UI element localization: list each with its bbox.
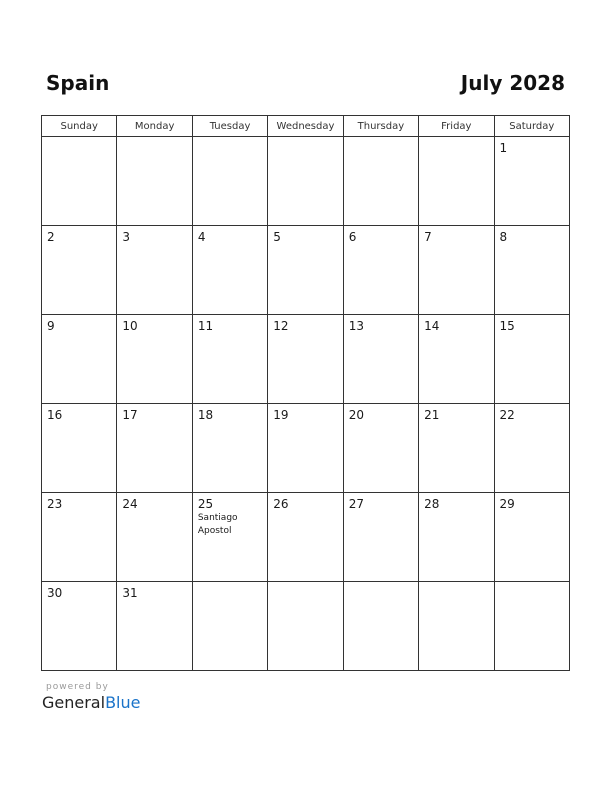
day-cell [117, 226, 192, 315]
day-cell [494, 315, 569, 404]
day-cell [268, 137, 343, 226]
day-number: 1 [499, 141, 508, 155]
day-number: 14 [424, 319, 440, 333]
day-number: 2 [47, 230, 55, 244]
day-cell [268, 493, 343, 582]
day-number: 12 [273, 319, 289, 333]
day-number: 16 [47, 408, 63, 422]
day-cell [419, 137, 494, 226]
day-cell [419, 404, 494, 493]
week-row [42, 226, 570, 315]
week-row [42, 404, 570, 493]
day-cell [42, 493, 117, 582]
powered-by-label: powered by [46, 682, 109, 692]
day-number: 17 [122, 408, 138, 422]
day-cell [42, 315, 117, 404]
day-cell [268, 315, 343, 404]
day-number: 7 [424, 230, 432, 244]
day-cell [192, 404, 267, 493]
weekday-header: Monday [117, 116, 192, 137]
day-number: 9 [47, 319, 55, 333]
day-cell [419, 315, 494, 404]
day-cell [268, 404, 343, 493]
weekday-header: Friday [419, 116, 494, 137]
day-cell [117, 137, 192, 226]
day-cell [42, 137, 117, 226]
day-number: 21 [424, 408, 440, 422]
day-number: 31 [122, 586, 138, 600]
day-cell [494, 226, 569, 315]
day-cell [117, 582, 192, 671]
calendar-grid [41, 115, 570, 671]
day-number: 15 [499, 319, 515, 333]
day-cell [192, 582, 267, 671]
day-number: 25 [197, 497, 214, 511]
day-cell [419, 582, 494, 671]
day-cell [343, 582, 418, 671]
day-cell [117, 404, 192, 493]
day-cell [343, 137, 418, 226]
day-number: 29 [499, 497, 515, 511]
holiday-label: Santiago Apostol [197, 513, 238, 536]
day-number: 3 [122, 230, 131, 244]
month-year-title: July 2028 [460, 71, 565, 95]
weekday-header: Sunday [42, 116, 117, 137]
day-cell [117, 315, 192, 404]
day-number: 24 [122, 497, 138, 511]
day-number: 30 [47, 586, 63, 600]
day-cell [343, 226, 418, 315]
brand-logo-general: General [42, 693, 106, 712]
day-cell [192, 315, 267, 404]
day-number: 18 [197, 408, 214, 422]
day-cell [192, 137, 267, 226]
day-cell [42, 582, 117, 671]
day-cell [494, 493, 569, 582]
day-cell [268, 226, 343, 315]
day-cell [494, 137, 569, 226]
weekday-header: Saturday [494, 116, 569, 137]
day-number: 11 [197, 319, 214, 333]
weekday-header-row [42, 116, 570, 137]
brand-logo-blue: Blue [105, 693, 141, 712]
day-cell [268, 582, 343, 671]
weekday-header: Tuesday [192, 116, 267, 137]
day-number: 28 [424, 497, 440, 511]
day-number: 26 [273, 497, 289, 511]
day-cell [494, 582, 569, 671]
day-number: 4 [197, 230, 206, 244]
day-cell [494, 404, 569, 493]
day-number: 22 [499, 408, 515, 422]
day-cell [343, 493, 418, 582]
day-cell [343, 315, 418, 404]
day-number: 5 [273, 230, 281, 244]
day-number: 20 [348, 408, 364, 422]
weekday-header: Thursday [343, 116, 418, 137]
day-cell [42, 226, 117, 315]
week-row [42, 315, 570, 404]
weekday-header: Wednesday [268, 116, 343, 137]
day-cell [419, 226, 494, 315]
week-row [42, 137, 570, 226]
day-cell [419, 493, 494, 582]
day-cell [192, 226, 267, 315]
day-number: 13 [348, 319, 364, 333]
day-cell [42, 404, 117, 493]
day-cell [117, 493, 192, 582]
day-number: 10 [122, 319, 138, 333]
brand-logo[interactable] [42, 693, 140, 713]
country-title: Spain [46, 71, 110, 95]
week-row [42, 493, 570, 582]
day-number: 8 [499, 230, 508, 244]
day-number: 23 [47, 497, 63, 511]
day-number: 19 [273, 408, 289, 422]
day-cell [192, 493, 267, 582]
day-cell [343, 404, 418, 493]
week-row [42, 582, 570, 671]
day-number: 27 [348, 497, 364, 511]
day-number: 6 [348, 230, 357, 244]
